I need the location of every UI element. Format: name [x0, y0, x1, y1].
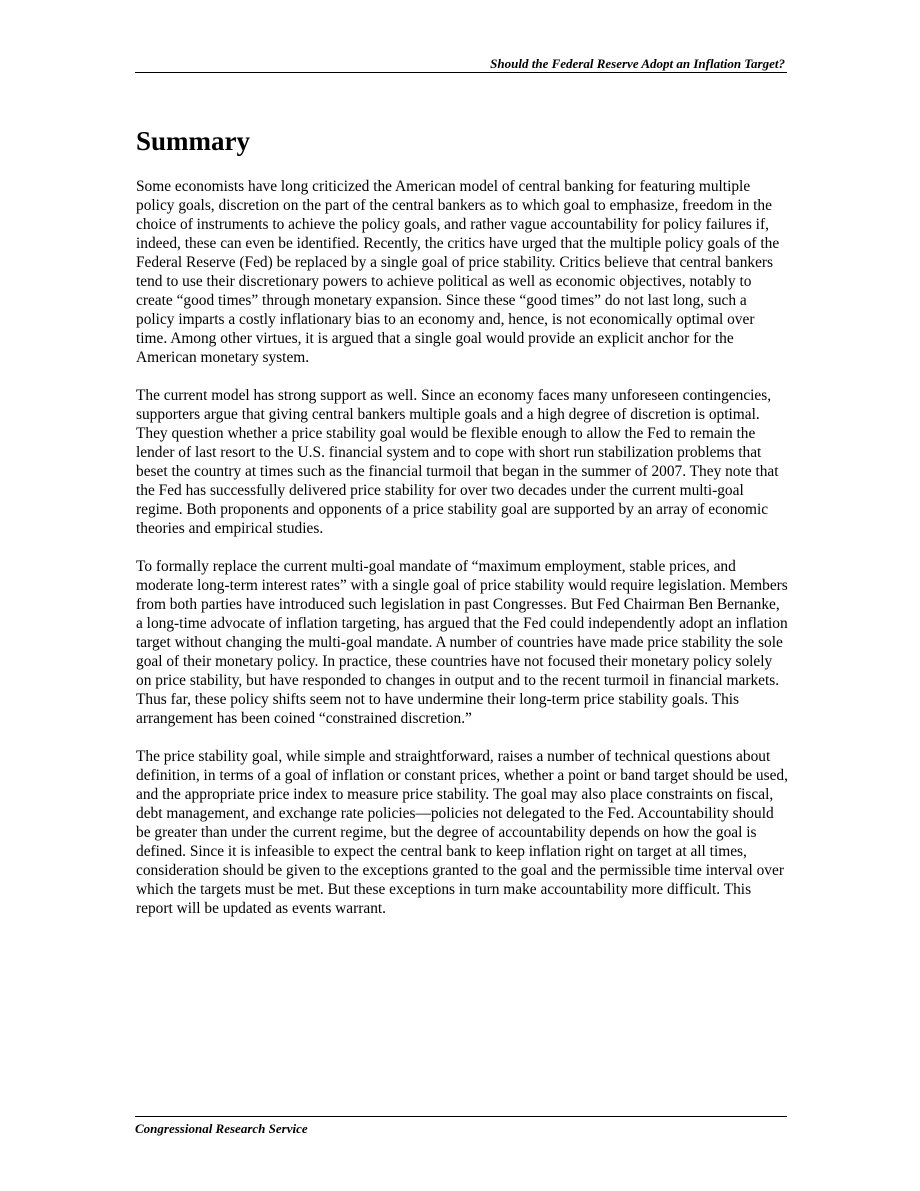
summary-paragraph-1: Some economists have long criticized the American model of central banking for featuring multiple policy goals, discretion on the part of the central bankers as to which goal to emphasize, freedom in the choice of instruments to achieve the policy goals, and rather vague accountability for policy failures if, indeed, these can even be identified. Recently, the critics have urged that the multiple policy goals of the Federal Reserve (Fed) be replaced by a single goal of price stability. Critics believe that central bankers tend to use their discretionary powers to achieve political as well as economic objectives, notably to create “good times” through monetary expansion. Since these “good times” do not last long, such a policy imparts a costly inflationary bias to an economy and, hence, is not economically optimal over time. Among other virtues, it is argued that a single goal would provide an explicit anchor for the American monetary system. [136, 178, 780, 366]
running-footer [135, 1116, 787, 1136]
footer-organization: Congressional Research Service [135, 1121, 308, 1136]
summary-paragraph-3: To formally replace the current multi-goal mandate of “maximum employment, stable prices, and moderate long-term interest rates” with a single goal of price stability would require legislation. Members from both parties have introduced such legislation in past Congresses. But Fed Chairman Ben Bernanke, a long-time advocate of inflation targeting, has argued that the Fed could independently adopt an inflation target without changing the multi-goal mandate. A number of countries have made price stability the sole goal of their monetary policy. In practice, these countries have not focused their monetary policy solely on price stability, but have responded to changes in output and to the recent turmoil in financial markets. Thus far, these policy shifts seem not to have undermine their long-term price stability goals. This arrangement has been coined “constrained discretion.” [136, 558, 788, 727]
summary-body [136, 177, 788, 937]
page-title: Summary [136, 126, 250, 156]
running-header-title: Should the Federal Reserve Adopt an Inflation Target? [490, 56, 785, 71]
running-header [135, 56, 787, 73]
summary-paragraph-4: The price stability goal, while simple and straightforward, raises a number of technical questions about definition, in terms of a goal of inflation or constant prices, whether a point or band target should be used, and the appropriate price index to measure price stability. The goal may also place constraints on fiscal, debt management, and exchange rate policies—policies not delegated to the Fed. Accountability should be greater than under the current regime, but the degree of accountability depends on how the goal is defined. Since it is infeasible to expect the central bank to keep inflation right on target at all times, consideration should be given to the exceptions granted to the goal and the permissible time interval over which the targets must be met. But these exceptions in turn make accountability more difficult. This report will be updated as events warrant. [136, 748, 788, 917]
summary-paragraph-2: The current model has strong support as well. Since an economy faces many unforeseen contingencies, supporters argue that giving central bankers multiple goals and a high degree of discretion is optimal. They question whether a price stability goal would be flexible enough to allow the Fed to remain the lender of last resort to the U.S. financial system and to cope with short run stabilization problems that beset the country at times such as the financial turmoil that began in the summer of 2007. They note that the Fed has successfully delivered price stability for over two decades under the current multi-goal regime. Both proponents and opponents of a price stability goal are supported by an array of economic theories and empirical studies. [136, 387, 779, 537]
